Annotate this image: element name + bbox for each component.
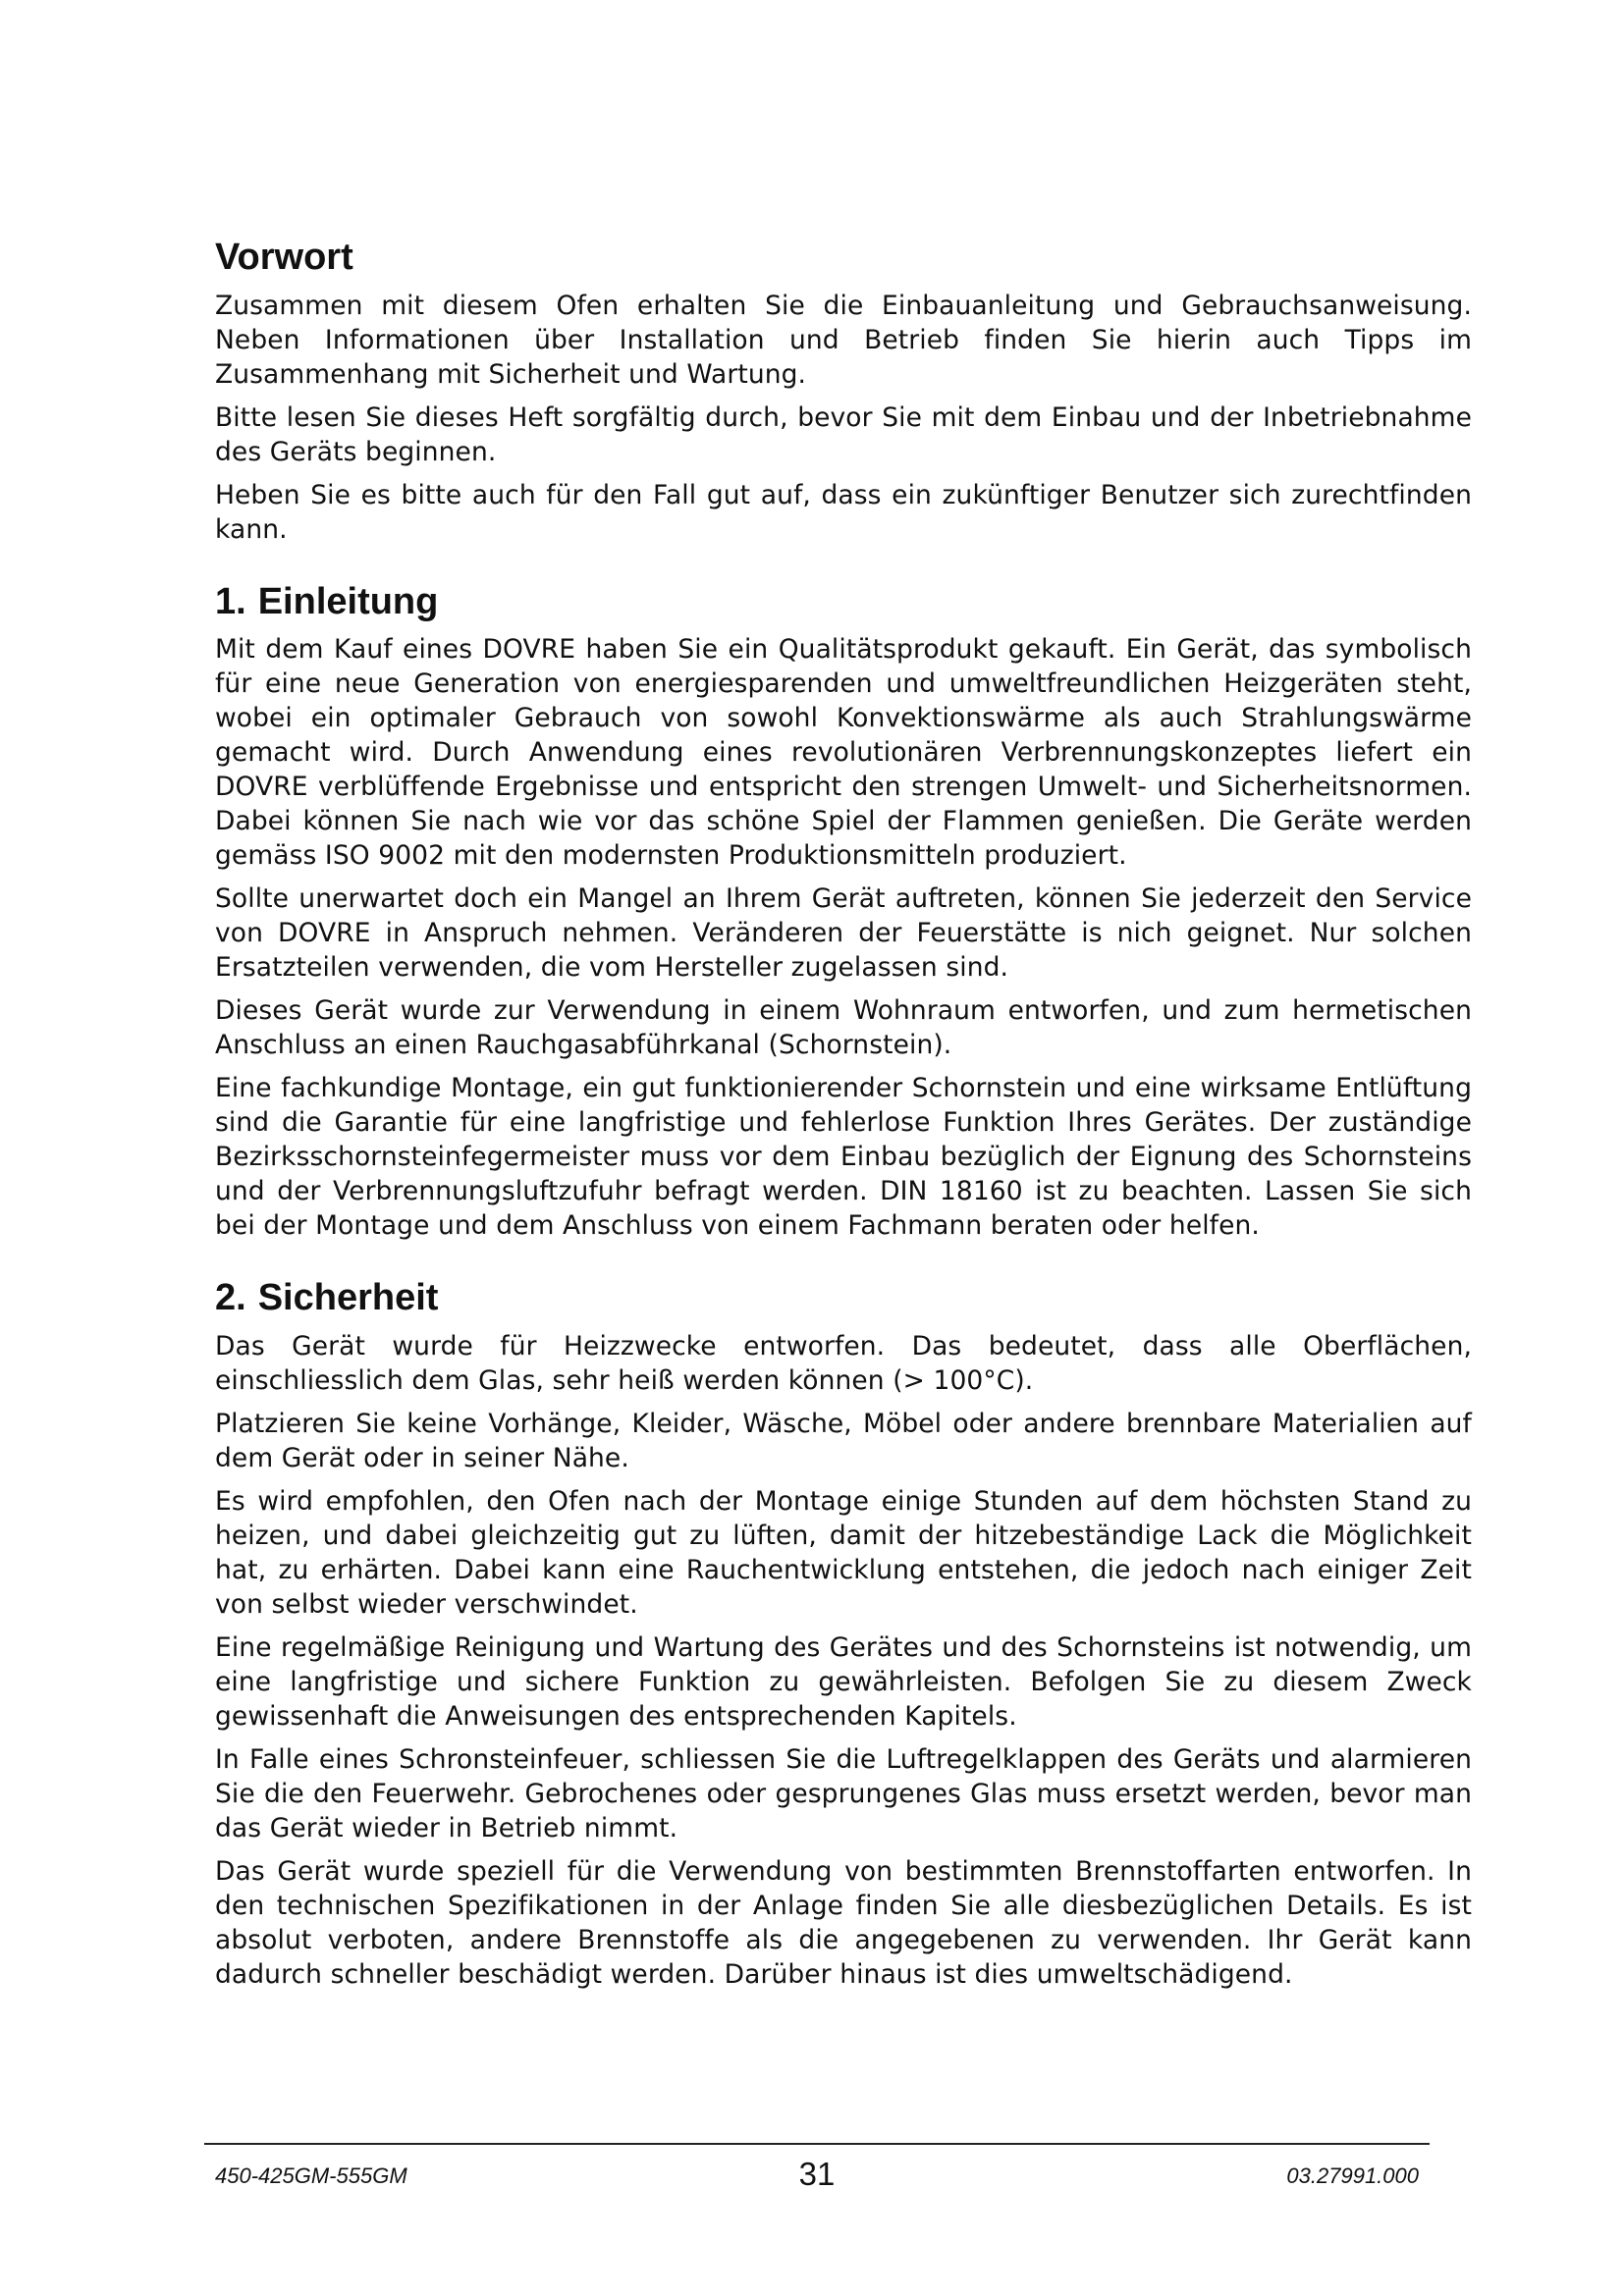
paragraph: Eine regelmäßige Reinigung und Wartung des Gerätes und des Schornsteins ist notwendig, um eine langfristige und sichere Funktion zu gewährleisten. Befolgen Sie zu diesem Zweck gewissenhaft die Anweisungen des entsprechenden Kapitels.	[215, 1631, 1472, 1732]
paragraph: Dieses Gerät wurde zur Verwendung in einem Wohnraum entworfen, und zum hermetischen Anschluss an einen Rauchgasabführkanal (Schornstein).	[215, 995, 1472, 1061]
page-footer	[215, 2156, 1419, 2195]
section-heading	[215, 236, 1472, 281]
section-heading	[215, 1276, 1472, 1321]
section-number: 2.	[215, 1277, 246, 1319]
paragraph: Heben Sie es bitte auch für den Fall gut auf, dass ein zukünftiger Benutzer sich zurechtfinden kann.	[215, 479, 1472, 545]
section-title: Einleitung	[257, 580, 439, 622]
section-title: Vorwort	[215, 237, 353, 278]
paragraph: Es wird empfohlen, den Ofen nach der Montage einige Stunden auf dem höchsten Stand zu heizen, und dabei gleichzeitig gut zu lüften, damit der hitzebeständige Lack die Möglichkeit hat, zu erhärten. Dabei kann eine Rauchentwicklung entstehen, die jedoch nach einiger Zeit von selbst wieder verschwindet.	[215, 1485, 1472, 1620]
footer-page-number: 31	[798, 2156, 836, 2192]
paragraph: In Falle eines Schronsteinfeuer, schliessen Sie die Luftregelklappen des Geräts und alarmieren Sie die den Feuerwehr. Gebrochenes oder gesprungenes Glas muss ersetzt werden, bevor man das Gerät wieder in Betrieb nimmt.	[215, 1743, 1472, 1843]
paragraph: Das Gerät wurde speziell für die Verwendung von bestimmten Brennstoffarten entworfen. In den technischen Spezifikationen in der Anlage finden Sie alle diesbezüglichen Details. Es ist absolut verboten, andere Brennstoffe als die angegebenen zu verwenden. Ihr Gerät kann dadurch schneller beschädigt werden. Darüber hinaus ist dies umweltschädigend.	[215, 1855, 1472, 1990]
paragraph: Platzieren Sie keine Vorhänge, Kleider, Wäsche, Möbel oder andere brennbare Materialien auf dem Gerät oder in seiner Nähe.	[215, 1408, 1472, 1473]
footer-doc-code: 03.27991.000	[1286, 2163, 1419, 2188]
section-number: 1.	[215, 580, 246, 622]
section-title: Sicherheit	[257, 1277, 439, 1319]
footer-model: 450-425GM-555GM	[215, 2163, 407, 2188]
paragraph: Das Gerät wurde für Heizzwecke entworfen. Das bedeutet, dass alle Oberflächen, einschliesslich dem Glas, sehr heiß werden können (> 100°C).	[215, 1330, 1472, 1396]
section-sicherheit	[215, 1276, 1472, 1992]
section-heading	[215, 580, 1472, 625]
paragraph: Bitte lesen Sie dieses Heft sorgfältig durch, bevor Sie mit dem Einbau und der Inbetriebnahme des Geräts beginnen.	[215, 401, 1472, 467]
paragraph: Mit dem Kauf eines DOVRE haben Sie ein Qualitätsprodukt gekauft. Ein Gerät, das symbolisch für eine neue Generation von energiesparenden und umweltfreundlichen Heizgeräten steht, wobei ein optimaler Gebrauch von sowohl Konvektionswärme als auch Strahlungswärme gemacht wird. Durch Anwendung eines revolutionären Verbrennungskonzeptes liefert ein DOVRE verblüffende Ergebnisse und entspricht den strengen Umwelt- und Sicherheitsnormen. Dabei können Sie nach wie vor das schöne Spiel der Flammen genießen. Die Geräte werden gemäss ISO 9002 mit den modernsten Produktionsmitteln produziert.	[215, 634, 1472, 872]
paragraph: Zusammen mit diesem Ofen erhalten Sie die Einbauanleitung und Gebrauchsanweisung. Neben Informationen über Installation und Betrieb finden Sie hierin auch Tipps im Zusammenhang mit Sicherheit und Wartung.	[215, 290, 1472, 390]
section-vorwort	[215, 236, 1472, 547]
paragraph: Sollte unerwartet doch ein Mangel an Ihrem Gerät auftreten, können Sie jederzeit den Service von DOVRE in Anspruch nehmen. Veränderen der Feuerstätte is nich geignet. Nur solchen Ersatzteilen verwenden, die vom Hersteller zugelassen sind.	[215, 883, 1472, 984]
paragraph: Eine fachkundige Montage, ein gut funktionierender Schornstein und eine wirksame Entlüftung sind die Garantie für eine langfristige und fehlerlose Funktion Ihres Gerätes. Der zuständige Bezirksschornsteinfegermeister muss vor dem Einbau bezüglich der Eignung des Schornsteins und der Verbrennungsluftzufuhr befragt werden. DIN 18160 ist zu beachten. Lassen Sie sich bei der Montage und dem Anschluss von einem Fachmann beraten oder helfen.	[215, 1073, 1472, 1242]
section-einleitung	[215, 580, 1472, 1244]
page-content	[215, 236, 1472, 2025]
footer-divider	[204, 2143, 1430, 2145]
